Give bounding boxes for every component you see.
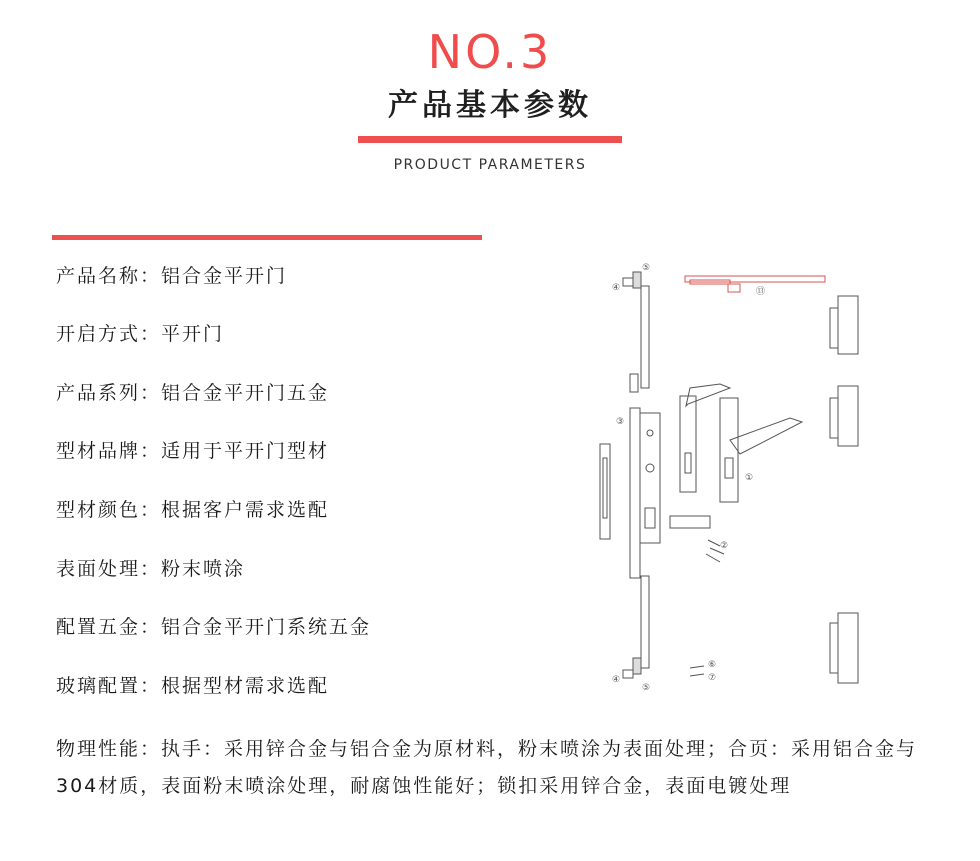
param-opening-method: 开启方式：平开门 — [56, 323, 225, 345]
bottom-rod — [641, 576, 649, 668]
bottom-keeper — [633, 658, 641, 674]
top-rod — [641, 286, 649, 388]
callout-4-bottom: ④ — [612, 675, 621, 685]
title-underline — [358, 136, 622, 143]
callout-5-bottom: ⑤ — [642, 683, 651, 693]
lock-faceplate — [630, 408, 640, 578]
hinge-middle — [838, 386, 858, 446]
transmission-rod — [685, 276, 825, 292]
callout-2: ② — [720, 541, 729, 551]
section-divider — [52, 235, 482, 240]
callout-7: ⑦ — [708, 673, 717, 683]
callout-3: ③ — [616, 417, 625, 427]
callout-4-top: ④ — [612, 283, 621, 293]
page-title: 产品基本参数 — [388, 88, 592, 123]
callout-6: ⑥ — [708, 660, 717, 670]
callout-5-top: ⑤ — [642, 263, 651, 273]
param-physical-properties: 物理性能：执手：采用锌合金与铝合金为原材料，粉末喷涂为表面处理；合页：采用铝合金与304材质，表面粉末喷涂处理，耐腐蚀性能好；锁扣采用锌合金，表面电镀处理 — [56, 738, 918, 797]
hinge-top — [838, 296, 858, 354]
param-glass-config: 玻璃配置：根据型材需求选配 — [56, 675, 330, 697]
param-product-series: 产品系列：铝合金平开门五金 — [56, 382, 330, 404]
callout-13: ⑬ — [756, 287, 766, 297]
param-hardware-config: 配置五金：铝合金平开门系统五金 — [56, 616, 372, 638]
param-product-name: 产品名称：铝合金平开门 — [56, 265, 288, 287]
param-surface-treatment: 表面处理：粉末喷涂 — [56, 558, 246, 580]
param-profile-brand: 型材品牌：适用于平开门型材 — [56, 440, 330, 462]
handle-plate-rear — [680, 396, 696, 492]
page-subtitle: PRODUCT PARAMETERS — [393, 157, 587, 173]
lock-body — [640, 413, 660, 543]
hinge-bottom — [838, 613, 858, 683]
top-keeper — [633, 272, 641, 288]
handle-plate-front — [720, 398, 738, 502]
param-profile-color: 型材颜色：根据客户需求选配 — [56, 499, 330, 521]
callout-1: ① — [745, 473, 754, 483]
lock-cylinder — [670, 516, 710, 528]
handle-lever — [686, 384, 730, 406]
section-number: NO.3 — [427, 25, 553, 79]
hardware-exploded-diagram — [590, 258, 890, 698]
